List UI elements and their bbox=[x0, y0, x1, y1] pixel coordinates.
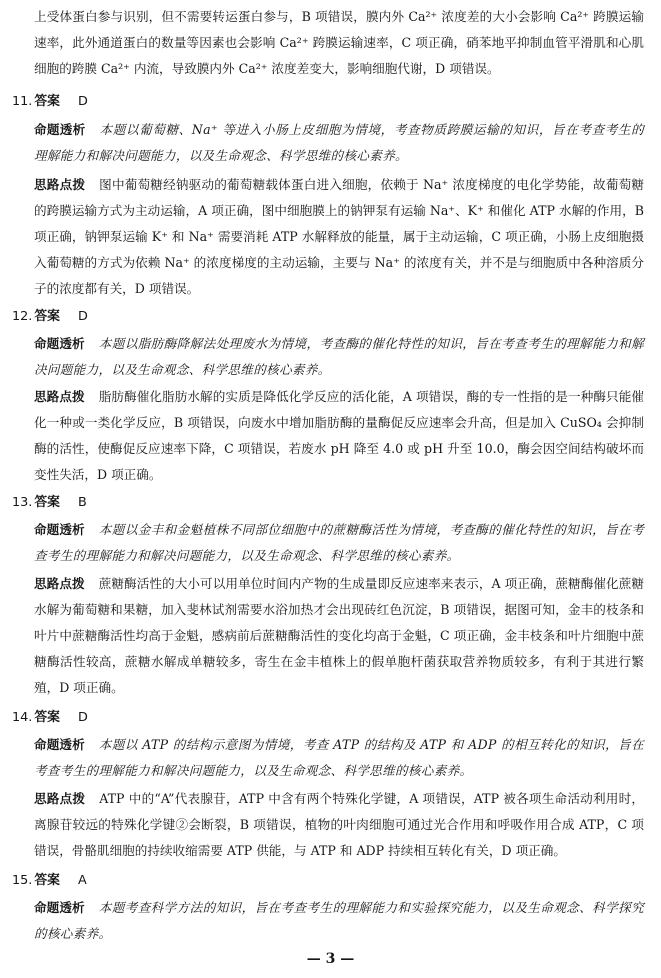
intent-text: 本题以金丰和金魁植株不同部位细胞中的蔗糖酶活性为情境，考查酶的催化特性的知识，旨在考查考生的理解能力和解决问题能力，以及生命观念、科学思维的核心素养。 bbox=[34, 522, 645, 563]
answer-line-q13 bbox=[12, 493, 87, 513]
analysis-paragraph-q11 bbox=[34, 172, 644, 302]
question-number: 13. bbox=[12, 495, 33, 510]
analysis-label: 思路点拨 bbox=[34, 791, 86, 806]
continuation-paragraph: 上受体蛋白参与识别，但不需要转运蛋白参与，B 项错误，膜内外 Ca²⁺ 浓度差的大小会影响 Ca²⁺ 跨膜运输速率，此外通道蛋白的数量等因素也会影响 Ca²⁺ 跨膜运输速率，C 项正确，硝苯地平抑制血管平滑肌和心肌细胞的跨膜 Ca²⁺ 内流，导致膜内外 Ca²⁺ 浓度差变大，影响细胞代谢，D 项错误。 bbox=[34, 9, 644, 76]
analysis-text: 图中葡萄糖经钠驱动的葡萄糖载体蛋白进入细胞，依赖于 Na⁺ 浓度梯度的电化学势能，故葡萄糖的跨膜运输方式为主动运输，A 项正确，图中细胞膜上的钠钾泵有运输 Na⁺、K⁺ 和催化 ATP 水解的作用，B 项正确，钠钾泵运输 K⁺ 和 Na⁺ 需要消耗 ATP 水解释放的能量，属于主动运输，C 项正确，小肠上皮细胞摄入葡萄糖的方式为依赖 Na⁺ 的浓度梯度的主动运输，主要与 Na⁺ 的浓度有关，并不是与细胞质中各种溶质分子的浓度都有关，D 项错误。 bbox=[34, 177, 645, 296]
question-number: 15. bbox=[12, 873, 33, 888]
answer-line-q15 bbox=[12, 871, 87, 891]
intent-label: 命题透析 bbox=[34, 900, 85, 915]
answer-line-q12 bbox=[12, 307, 88, 327]
question-number: 14. bbox=[12, 710, 33, 725]
answer-value: B bbox=[77, 495, 87, 510]
question-number: 11. bbox=[12, 94, 33, 109]
answer-label: 答案 bbox=[34, 710, 60, 725]
answer-value: D bbox=[77, 710, 88, 725]
intent-label: 命题透析 bbox=[34, 522, 85, 537]
intent-label: 命题透析 bbox=[34, 737, 85, 752]
answer-value: D bbox=[77, 309, 88, 324]
analysis-paragraph-q12 bbox=[34, 384, 644, 488]
answer-value: A bbox=[77, 873, 87, 888]
intent-paragraph-q11 bbox=[34, 117, 644, 169]
intent-paragraph-q14 bbox=[34, 732, 644, 784]
analysis-text: 蔗糖酶活性的大小可以用单位时间内产物的生成量即反应速率来表示，A 项正确，蔗糖酶催化蔗糖水解为葡萄糖和果糖，加入斐林试剂需要水浴加热才会出现砖红色沉淀，B 项错误，据图可知，金丰的枝条和叶片中蔗糖酶活性均高于金魁，感病前后蔗糖酶活性的变化均高于金魁，C 项正确，金丰枝条和叶片细胞中蔗糖酶活性较高，蔗糖水解成单糖较多，寄生在金丰植株上的假单胞杆菌获取营养物质较多，有利于其进行繁殖，D 项正确。 bbox=[34, 576, 644, 695]
intent-label: 命题透析 bbox=[34, 336, 85, 351]
intent-paragraph-q12 bbox=[34, 331, 644, 383]
answer-label: 答案 bbox=[34, 495, 60, 510]
analysis-label: 思路点拨 bbox=[34, 177, 86, 192]
analysis-label: 思路点拨 bbox=[34, 389, 85, 404]
answer-value: D bbox=[77, 94, 88, 109]
question-number: 12. bbox=[12, 309, 33, 324]
intent-label: 命题透析 bbox=[34, 122, 86, 137]
answer-line-q14 bbox=[12, 708, 88, 728]
answer-label: 答案 bbox=[34, 309, 60, 324]
intent-paragraph-q13 bbox=[34, 517, 644, 569]
intent-text: 本题考查科学方法的知识，旨在考查考生的理解能力和实验探究能力，以及生命观念、科学探究的核心素养。 bbox=[34, 900, 645, 941]
analysis-paragraph-q14 bbox=[34, 786, 644, 864]
analysis-text: ATP 中的“A”代表腺苷，ATP 中含有两个特殊化学键，A 项错误，ATP 被各项生命活动利用时，离腺苷较远的特殊化学键②会断裂，B 项错误，植物的叶肉细胞可通过光合作用和呼吸作用合成 ATP，C 项错误，骨骼肌细胞的持续收缩需要 ATP 供能，与 ATP 和 ADP 持续相互转化有关，D 项正确。 bbox=[34, 791, 644, 858]
analysis-label: 思路点拨 bbox=[34, 576, 85, 591]
intent-text: 本题以葡萄糖、Na⁺ 等进入小肠上皮细胞为情境，考查物质跨膜运输的知识，旨在考查考生的理解能力和解决问题能力，以及生命观念、科学思维的核心素养。 bbox=[34, 122, 645, 163]
analysis-text: 脂肪酶催化脂肪水解的实质是降低化学反应的活化能，A 项错误，酶的专一性指的是一种酶只能催化一种或一类化学反应，B 项错误，向废水中增加脂肪酶的量酶促反应速率会升高，但是加入 CuSO₄ 会抑制酶的活性，使酶促反应速率下降，C 项错误，若废水 pH 降至 4.0 或 pH 升至 10.0，酶会因空间结构破坏而变性失活，D 项正确。 bbox=[34, 389, 644, 482]
intent-paragraph-q15 bbox=[34, 895, 644, 947]
analysis-paragraph-q13 bbox=[34, 571, 644, 701]
answer-line-q11 bbox=[12, 92, 88, 112]
intent-text: 本题以脂肪酶降解法处理废水为情境，考查酶的催化特性的知识，旨在考查考生的理解能力和解决问题能力，以及生命观念、科学思维的核心素养。 bbox=[34, 336, 645, 377]
page-number: — 3 — bbox=[306, 951, 355, 967]
answer-label: 答案 bbox=[34, 94, 60, 109]
intent-text: 本题以 ATP 的结构示意图为情境，考查 ATP 的结构及 ATP 和 ADP 的相互转化的知识，旨在考查考生的理解能力和解决问题能力，以及生命观念、科学思维的核心素养。 bbox=[34, 737, 644, 778]
answer-label: 答案 bbox=[34, 873, 60, 888]
